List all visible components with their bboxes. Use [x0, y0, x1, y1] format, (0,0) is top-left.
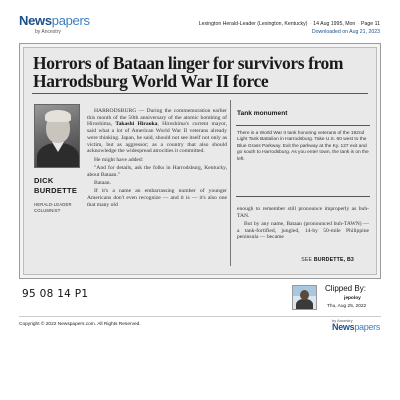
- publication-page[interactable]: Page 11: [361, 21, 380, 27]
- headline-rule: [32, 93, 368, 94]
- footer-divider: [19, 316, 381, 317]
- logo-word-papers: papers: [51, 13, 90, 28]
- continued-reference: SEE BURDETTE, B3: [301, 257, 354, 263]
- footer-logo[interactable]: [332, 318, 382, 334]
- article-column-2: [237, 206, 369, 242]
- article-column-1: [87, 108, 227, 210]
- paragraph: "And for details, ask the folks in Harrodsburg, Kentucky, about Bataan.": [87, 164, 227, 178]
- publication-date: 14 Aug 1995, Mon: [313, 21, 356, 27]
- byline-first-name: DICK: [34, 176, 54, 185]
- user-avatar[interactable]: [292, 285, 317, 310]
- byline-paper: HERALD-LEADER: [34, 202, 72, 207]
- mayor-name: Takashi Hiraoka: [115, 121, 158, 128]
- sidebar-box-bottom-rule: [236, 196, 370, 197]
- sidebar-box-body: There is a World War II tank honoring veterans of the 192nd Light Tank Battalion in Harrodsburg. Take U.S. 60 west to the Blue Grass Parkway. Exit the parkway at the Ky. 127 exit and go south to Harrodsburg. As you enter town, the tank is on the left.: [237, 131, 369, 162]
- copyright-notice: Copyright © 2022 Newspapers.com. All Rights Reserved.: [19, 322, 141, 327]
- downloaded-date: Downloaded on Aug 21, 2023: [311, 29, 380, 35]
- paragraph: If it's a name an embarrassing number of younger Americans don't even recognize — and it is — it's also one that many old: [87, 188, 227, 208]
- clipping-source-line: Lexington Herald-Leader (Lexington, Kentucky) · 14 Aug 1995, Mon · Page 11: [198, 21, 380, 27]
- paragraph: He might have added:: [94, 156, 144, 163]
- paragraph: HARRODSBURG — During the commemoration earlier this month of the 50th anniversary of the atomic bombing of Hiroshima, Takashi Hiraoka, Hiroshima's current mayor, said what a lot of American World War II veterans already were thinking. Japan, he said, should not see itself not only as victim, but as aggressor; as a country that also should acknowledge the widespread atrocities it committed.: [87, 108, 227, 155]
- logo-word-news: News: [19, 13, 52, 28]
- clipped-by-label: Clipped By:: [325, 284, 366, 293]
- newspaper-clipping[interactable]: [23, 47, 377, 275]
- clipping-meta: [199, 20, 380, 36]
- footer-logo-wordmark: Newspapers: [332, 322, 381, 332]
- sidebar-box-rule: [236, 125, 370, 126]
- paragraph: enough to remember still pronounce improperly as buh-TAN.: [237, 206, 369, 219]
- column-divider: [230, 100, 231, 266]
- newspapers-logo[interactable]: [19, 14, 89, 36]
- handwritten-note: 95 08 14 P1: [22, 288, 89, 300]
- clipped-date: Thu, Aug 25, 2022: [327, 304, 367, 309]
- publication-name[interactable]: Lexington Herald-Leader (Lexington, Kentucky): [198, 21, 308, 27]
- clipper-username[interactable]: jepoloy: [344, 296, 361, 301]
- article-headline: Horrors of Bataan linger for survivors from Harrodsburg World War II force: [33, 53, 344, 91]
- columnist-photo: [34, 104, 80, 168]
- byline-role: COLUMNIST: [34, 208, 61, 213]
- paragraph: But by any name, Bataan (pronounced buh-TAWN) — a tank-fortified, jungled, 14-by 50-mile Philippine peninsula — became: [237, 220, 369, 241]
- logo-subtitle: by Ancestry: [35, 29, 61, 35]
- logo-wordmark: [19, 14, 90, 28]
- paragraph: Bataan.: [94, 179, 111, 186]
- byline-last-name: BURDETTE: [34, 186, 78, 195]
- sidebar-box-title: Tank monument: [237, 110, 288, 117]
- footer-logo-subtitle: by Ancestry: [332, 318, 353, 323]
